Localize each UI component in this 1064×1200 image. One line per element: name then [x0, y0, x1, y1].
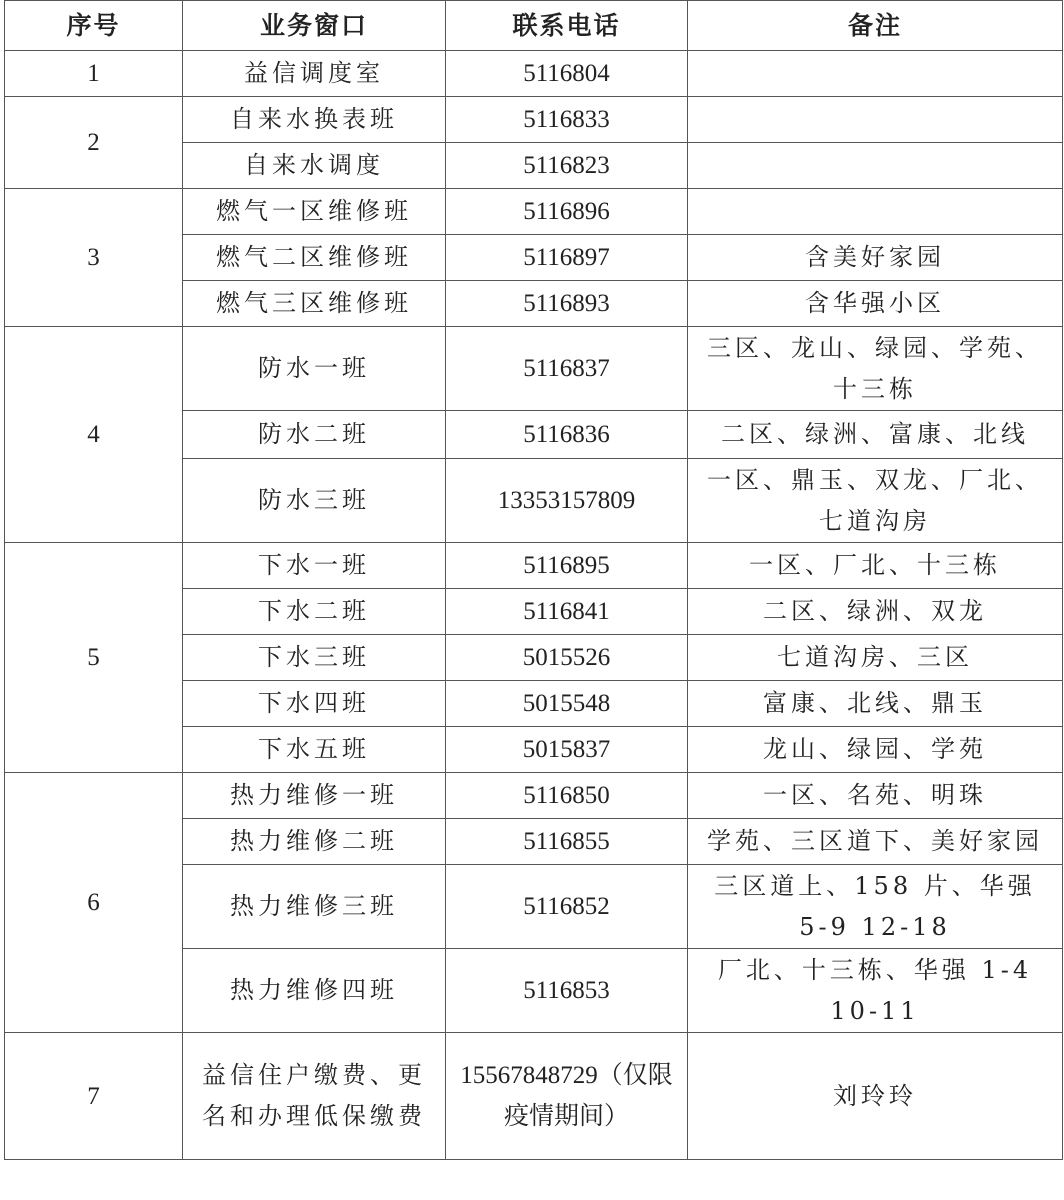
table-row	[5, 189, 1063, 235]
phone-cell: 5015526	[446, 635, 688, 681]
note-cell: 三区、龙山、绿园、学苑、十三栋	[688, 327, 1063, 411]
header-row	[5, 1, 1063, 51]
note-cell	[688, 143, 1063, 189]
window-cell: 燃气三区维修班	[183, 281, 446, 327]
window-cell: 下水二班	[183, 589, 446, 635]
phone-cell: 5116837	[446, 327, 688, 411]
window-cell: 益信住户缴费、更名和办理低保缴费	[183, 1033, 446, 1160]
window-cell: 下水一班	[183, 543, 446, 589]
window-cell: 自来水换表班	[183, 97, 446, 143]
phone-cell: 5116804	[446, 51, 688, 97]
contact-table	[4, 0, 1063, 1160]
window-cell: 防水一班	[183, 327, 446, 411]
phone-cell: 5116855	[446, 819, 688, 865]
phone-cell: 5116895	[446, 543, 688, 589]
table-row	[5, 543, 1063, 589]
window-cell: 益信调度室	[183, 51, 446, 97]
group-index: 7	[5, 1033, 183, 1160]
phone-cell: 5116896	[446, 189, 688, 235]
phone-cell: 5015548	[446, 681, 688, 727]
window-cell: 燃气一区维修班	[183, 189, 446, 235]
note-cell: 学苑、三区道下、美好家园	[688, 819, 1063, 865]
table-row	[5, 51, 1063, 97]
group-index: 5	[5, 543, 183, 773]
window-cell: 自来水调度	[183, 143, 446, 189]
table-row	[5, 1033, 1063, 1160]
window-cell: 热力维修一班	[183, 773, 446, 819]
window-cell: 下水四班	[183, 681, 446, 727]
note-cell: 厂北、十三栋、华强 1-4 10-11	[688, 949, 1063, 1033]
note-cell: 一区、厂北、十三栋	[688, 543, 1063, 589]
note-cell: 三区道上、158 片、华强 5-9 12-18	[688, 865, 1063, 949]
note-cell: 刘玲玲	[688, 1033, 1063, 1160]
phone-cell: 5116852	[446, 865, 688, 949]
note-cell	[688, 97, 1063, 143]
note-cell: 二区、绿洲、双龙	[688, 589, 1063, 635]
phone-cell: 15567848729（仅限疫情期间）	[446, 1033, 688, 1160]
window-cell: 下水三班	[183, 635, 446, 681]
phone-cell: 5116893	[446, 281, 688, 327]
table-row	[5, 773, 1063, 819]
header-phone: 联系电话	[446, 1, 688, 51]
group-index: 4	[5, 327, 183, 543]
window-cell: 防水三班	[183, 459, 446, 543]
window-cell: 热力维修四班	[183, 949, 446, 1033]
group-index: 6	[5, 773, 183, 1033]
group-index: 3	[5, 189, 183, 327]
note-cell: 龙山、绿园、学苑	[688, 727, 1063, 773]
phone-cell: 5116836	[446, 411, 688, 459]
header-note: 备注	[688, 1, 1063, 51]
phone-cell: 5116833	[446, 97, 688, 143]
group-index: 2	[5, 97, 183, 189]
note-cell	[688, 51, 1063, 97]
window-cell: 防水二班	[183, 411, 446, 459]
header-window: 业务窗口	[183, 1, 446, 51]
note-cell: 二区、绿洲、富康、北线	[688, 411, 1063, 459]
note-cell: 含美好家园	[688, 235, 1063, 281]
phone-cell: 5116853	[446, 949, 688, 1033]
phone-cell: 5116823	[446, 143, 688, 189]
note-cell: 一区、鼎玉、双龙、厂北、七道沟房	[688, 459, 1063, 543]
window-cell: 下水五班	[183, 727, 446, 773]
note-cell	[688, 189, 1063, 235]
phone-cell: 13353157809	[446, 459, 688, 543]
phone-cell: 5116850	[446, 773, 688, 819]
phone-cell: 5015837	[446, 727, 688, 773]
header-index: 序号	[5, 1, 183, 51]
window-cell: 燃气二区维修班	[183, 235, 446, 281]
note-cell: 一区、名苑、明珠	[688, 773, 1063, 819]
window-cell: 热力维修三班	[183, 865, 446, 949]
note-cell: 富康、北线、鼎玉	[688, 681, 1063, 727]
window-cell: 热力维修二班	[183, 819, 446, 865]
phone-cell: 5116897	[446, 235, 688, 281]
group-index: 1	[5, 51, 183, 97]
note-cell: 七道沟房、三区	[688, 635, 1063, 681]
table-row	[5, 327, 1063, 411]
phone-cell: 5116841	[446, 589, 688, 635]
table-row	[5, 97, 1063, 143]
note-cell: 含华强小区	[688, 281, 1063, 327]
